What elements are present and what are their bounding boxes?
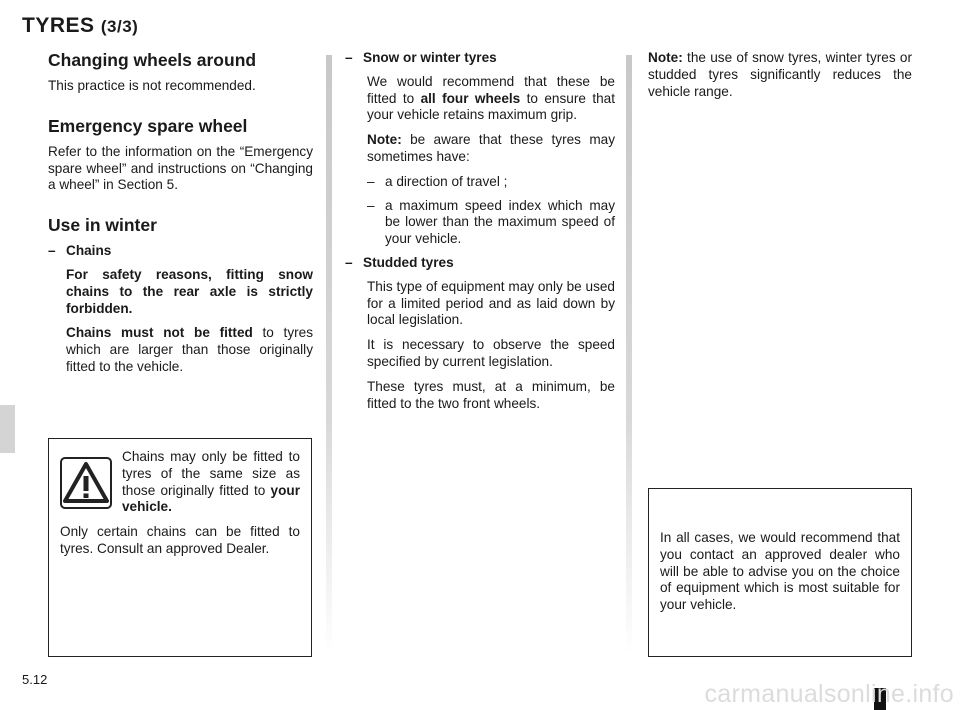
text-chains-fitted: Chains must not be fitted to tyres which are larger than those originally fitted to the vehicle.: [66, 325, 313, 374]
bullet-dash: –: [367, 197, 375, 213]
chains-label: Chains: [66, 243, 112, 259]
watermark-text: carmanualsonline.info: [704, 680, 954, 708]
info-box: [648, 488, 912, 657]
column-left: [48, 50, 313, 384]
sub-item-text: a maximum speed index which may be lower than the maximum speed of your vehicle.: [385, 197, 615, 247]
text-studded-2: It is necessary to observe the speed specified by current legislation.: [367, 337, 615, 369]
heading-changing-wheels: Changing wheels around: [48, 50, 257, 70]
bullet-dash: –: [345, 254, 353, 270]
column-divider-right: [626, 55, 632, 655]
warning-triangle-icon: [60, 457, 112, 509]
bullet-dash: –: [48, 243, 56, 259]
text-studded-1: This type of equipment may only be used for a limited period and as laid down by local legislation.: [367, 278, 615, 328]
text-range-note: Note: the use of snow tyres, winter tyres or studded tyres significantly reduces the vehicle range.: [648, 50, 912, 99]
studded-tyres-label: Studded tyres: [363, 254, 454, 270]
page-number: 5.12: [22, 672, 48, 687]
warning-text-2: Only certain chains can be fitted to tyres. Consult an approved Dealer.: [60, 524, 300, 556]
heading-use-in-winter: Use in winter: [48, 215, 157, 236]
heading-spare-wheel: Emergency spare wheel: [48, 115, 248, 136]
bullet-dash: –: [367, 173, 375, 189]
sub-item-speed-index: [345, 198, 615, 248]
bullet-dash: –: [345, 50, 353, 65]
page-title: [22, 14, 138, 38]
text-changing-wheels: This practice is not recommended.: [48, 78, 256, 93]
warning-text-1: Chains may only be fitted to tyres of the same size as those originally fitted to your vehicle.: [122, 449, 300, 515]
text-spare-wheel: Refer to the information on the “Emergency spare wheel” and instructions on “Changing a wheel” in Section 5.: [48, 143, 313, 193]
sub-item-text: a direction of travel ;: [385, 173, 508, 189]
column-middle: [345, 50, 615, 420]
snow-tyres-label: Snow or winter tyres: [363, 50, 497, 65]
list-item-snow-tyres: [345, 50, 615, 67]
text-snow-tyres: We would recommend that these be fitted to all four wheels to ensure that your vehicle retains maximum grip.: [367, 73, 615, 123]
text-studded-3: These tyres must, at a minimum, be fitted to the two front wheels.: [367, 378, 615, 411]
warning-box: [48, 438, 312, 657]
section-edge-tab: [0, 405, 15, 453]
text-chains-safety: For safety reasons, fitting snow chains to the rear axle is strictly forbidden.: [66, 266, 313, 316]
text-snow-note: Note: be aware that these tyres may sometimes have:: [367, 132, 615, 164]
sub-item-direction: [345, 174, 615, 191]
column-divider-left: [326, 55, 332, 655]
column-right: [648, 50, 912, 108]
list-item-studded-tyres: [345, 255, 615, 272]
info-box-text: In all cases, we would recommend that you contact an approved dealer who will be able to advise you on the choice of equipment which is most suitable for your vehicle.: [660, 530, 900, 613]
title-text: TYRES: [22, 14, 95, 37]
title-part: (3/3): [100, 17, 139, 36]
list-item-chains: [48, 243, 313, 260]
